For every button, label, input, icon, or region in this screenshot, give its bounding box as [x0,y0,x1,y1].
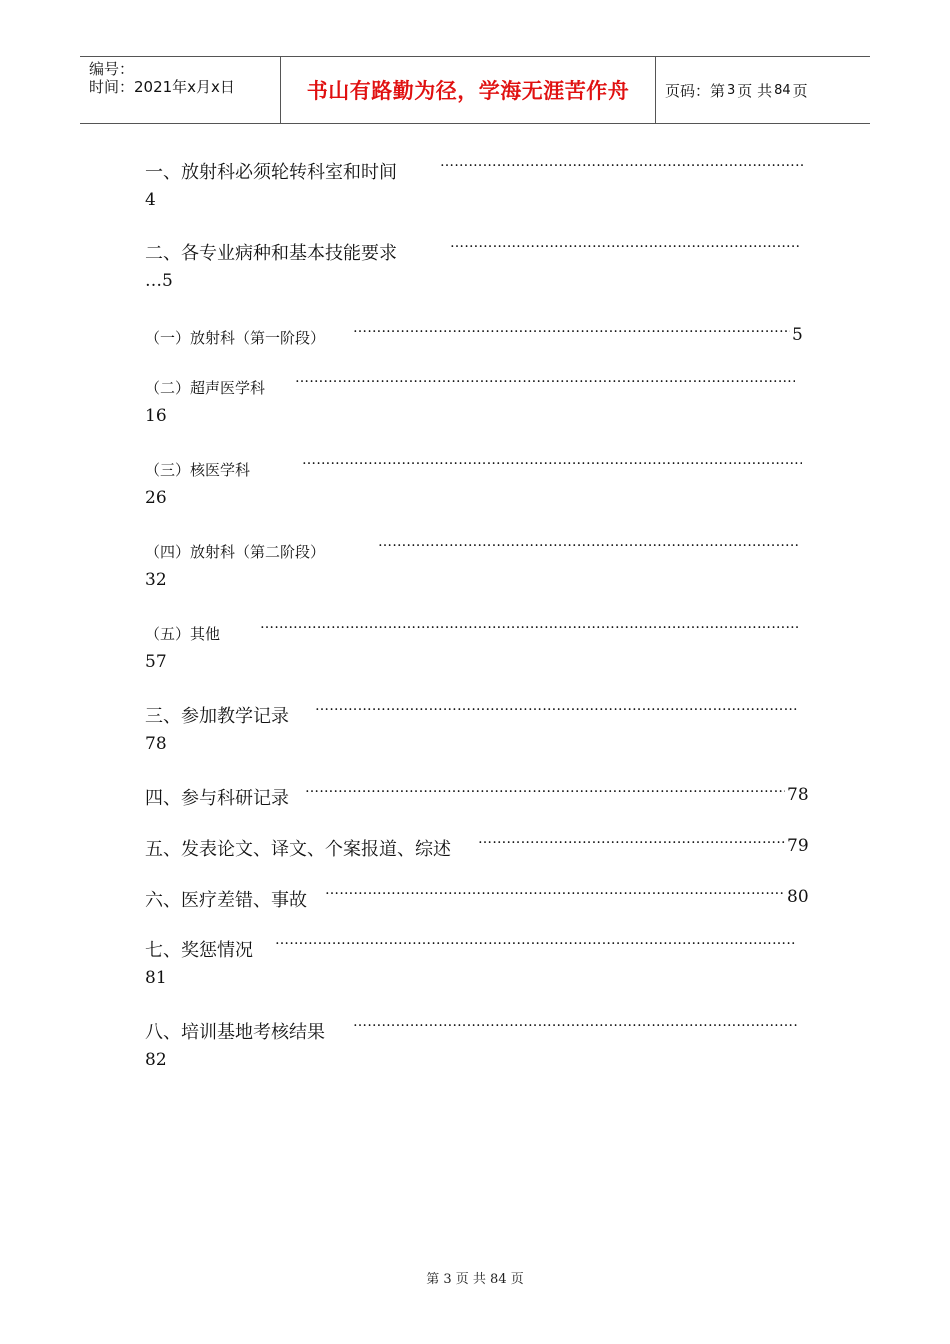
page-current: 3 [727,82,736,98]
toc-leader-dots [353,320,790,336]
toc-entry-page: 82 [145,1050,167,1070]
toc-leader-dots [353,1014,797,1030]
toc-entry-title: （三）核医学科 [145,461,251,479]
toc-entry-page: 5 [792,325,803,345]
header-page-info [656,57,870,123]
toc-entry-page: 26 [145,488,167,508]
toc-entry-page: 81 [145,968,167,988]
toc-entry-title: （五）其他 [145,625,221,643]
toc-entry-title: 五、发表论文、译文、个案报道、综述 [145,839,451,860]
toc-leader-dots [305,780,785,796]
toc-entry-title: （四）放射科（第二阶段） [145,543,326,561]
toc-entry[interactable] [145,534,815,590]
toc-leader-dots [295,370,795,386]
toc-entry[interactable] [145,882,815,912]
toc-leader-dots [378,534,798,550]
page-suffix: 页 [792,81,808,100]
toc-entry-title: 八、培训基地考核结果 [145,1022,325,1043]
toc-entry-page: 4 [145,190,156,210]
toc-entry-title: 七、奖惩情况 [145,940,253,961]
toc-entry-title: 四、参与科研记录 [145,788,289,809]
toc-entry-page: 57 [145,652,167,672]
date-label: 时间：2021年x月x日 [89,78,235,96]
toc-leader-dots [302,452,802,468]
page-footer: 第 3 页 共 84 页 [426,1272,524,1287]
toc-entry[interactable] [145,932,815,988]
toc-leader-dots [440,154,805,170]
toc-entry-title: （二）超声医学科 [145,379,266,397]
toc-leader-dots [275,932,795,948]
header-motto: 书山有路勤为径，学海无涯苦作舟 [281,57,656,123]
toc-entry-title: 二、各专业病种和基本技能要求 [145,243,397,264]
toc-leader-dots [260,616,798,632]
toc-entry-page: 80 [787,887,809,907]
toc-entry[interactable] [145,831,815,861]
toc-leader-dots [478,831,785,847]
page-total: 84 [774,82,791,98]
toc-leader-dots [315,698,797,714]
toc-entry[interactable] [145,452,815,508]
page-prefix: 页码：第 [665,81,726,100]
toc-leader-dots [325,882,785,898]
toc-entry[interactable] [145,154,815,210]
toc-entry-page: 32 [145,570,167,590]
toc-entry-title: 六、医疗差错、事故 [145,890,307,911]
toc-entry-title: （一）放射科（第一阶段） [145,329,326,347]
header-meta [80,57,281,123]
toc-entry-page: 16 [145,406,167,426]
toc-entry[interactable] [145,1014,815,1070]
toc-entry[interactable] [145,780,815,810]
toc-entry[interactable] [145,320,815,350]
page-mid: 页 共 [737,81,773,100]
toc-entry[interactable] [145,616,815,672]
toc-entry-page: 78 [787,785,809,805]
toc-leader-dots [450,235,800,251]
toc-entry[interactable] [145,235,815,291]
toc-entry-title: 一、放射科必须轮转科室和时间 [145,162,397,183]
toc-entry-title: 三、参加教学记录 [145,706,289,727]
number-label: 编号： [89,60,135,78]
page-header [80,56,870,124]
toc-entry-page: 78 [145,734,167,754]
toc-entry[interactable] [145,698,815,754]
toc-entry[interactable] [145,370,815,426]
toc-entry-page: …5 [145,271,173,291]
toc-entry-page: 79 [787,836,809,856]
